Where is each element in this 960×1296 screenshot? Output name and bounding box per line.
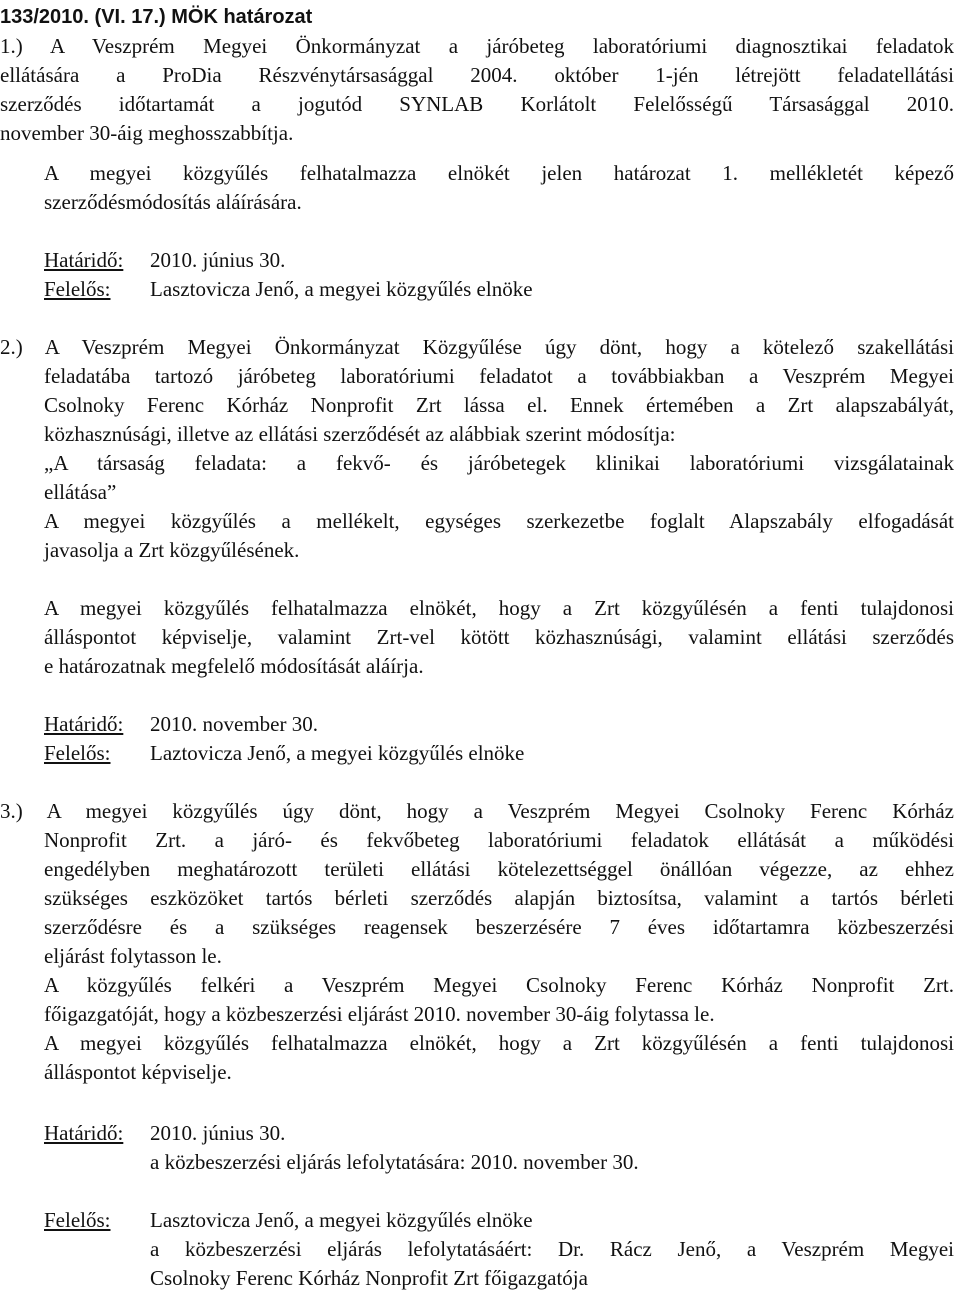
section-3-line: szükséges eszközöket tartós bérleti szerződés alapján biztosítsa, valamint a tartós bérleti	[44, 886, 954, 910]
section-1-line: ellátására a ProDia Részvénytársasággal 2004. október 1-jén létrejött feladatellátási	[0, 63, 954, 87]
section-3-line: álláspontot képviselje.	[44, 1060, 232, 1084]
section-2-line: A megyei közgyűlés a mellékelt, egységes szerkezetbe foglalt Alapszabály elfogadását	[44, 509, 954, 533]
responsible-label: Felelős:	[44, 741, 111, 765]
section-3-line: eljárást folytasson le.	[44, 944, 222, 968]
section-3-responsible-detail: Csolnoky Ferenc Kórház Nonprofit Zrt főigazgatója	[150, 1266, 588, 1290]
section-3-line: főigazgatóját, hogy a közbeszerzési eljárást 2010. november 30-áig folytassa le.	[44, 1002, 715, 1026]
section-3-deadline	[44, 1120, 954, 1146]
section-3-responsible-detail: a közbeszerzési eljárás lefolytatásáért: Dr. Rácz Jenő, a Veszprém Megyei	[150, 1237, 954, 1261]
section-2-line: feladatába tartozó járóbeteg laboratóriumi feladatot a továbbiakban a Veszprém Megyei	[44, 364, 954, 388]
section-3-line: Nonprofit Zrt. a járó- és fekvőbeteg laboratóriumi feladatok ellátását a működési	[44, 828, 954, 852]
section-2-deadline	[44, 711, 954, 737]
section-1-responsible	[44, 276, 954, 302]
section-3-responsible	[44, 1207, 954, 1233]
resolution-title: 133/2010. (VI. 17.) MÖK határozat	[0, 6, 313, 28]
section-1-line: szerződésmódosítás aláírására.	[44, 190, 302, 214]
responsible-label: Felelős:	[44, 277, 111, 301]
deadline-label: Határidő:	[44, 712, 124, 736]
deadline-value: 2010. június 30.	[150, 248, 286, 272]
section-2-line: javasolja a Zrt közgyűlésének.	[44, 538, 300, 562]
deadline-value: 2010. június 30.	[150, 1121, 286, 1145]
section-2-responsible	[44, 740, 954, 766]
responsible-value: Lasztovicza Jenő, a megyei közgyűlés elnöke	[150, 1208, 533, 1232]
section-2-line: álláspontot képviselje, valamint Zrt-vel kötött közhasznúsági, valamint ellátási szerződés	[44, 625, 954, 649]
section-2-line: közhasznúsági, illetve az ellátási szerződését az alábbiak szerint módosítja:	[44, 422, 676, 446]
responsible-value: Lasztovicza Jenő, a megyei közgyűlés elnöke	[150, 277, 533, 301]
section-1-deadline	[44, 247, 954, 273]
section-2-line: 2.) A Veszprém Megyei Önkormányzat Közgyűlése úgy dönt, hogy a kötelező szakellátási	[0, 335, 954, 359]
section-2-line: e határozatnak megfelelő módosítását aláírja.	[44, 654, 424, 678]
deadline-label: Határidő:	[44, 248, 124, 272]
section-2-quote-line: ellátása”	[44, 480, 117, 504]
deadline-value: 2010. november 30.	[150, 712, 318, 736]
section-1-line: november 30-áig meghosszabbítja.	[0, 121, 294, 145]
section-2-line: A megyei közgyűlés felhatalmazza elnökét, hogy a Zrt közgyűlésén a fenti tulajdonosi	[44, 596, 954, 620]
section-3-deadline-detail: a közbeszerzési eljárás lefolytatására: 2010. november 30.	[150, 1150, 639, 1174]
section-3-line: A közgyűlés felkéri a Veszprém Megyei Csolnoky Ferenc Kórház Nonprofit Zrt.	[44, 973, 954, 997]
section-1-line: 1.) A Veszprém Megyei Önkormányzat a járóbeteg laboratóriumi diagnosztikai feladatok	[0, 34, 954, 58]
responsible-value: Laztovicza Jenő, a megyei közgyűlés elnöke	[150, 741, 525, 765]
deadline-label: Határidő:	[44, 1121, 124, 1145]
section-2-line: Csolnoky Ferenc Kórház Nonprofit Zrt lássa el. Ennek értemében a Zrt alapszabályát,	[44, 393, 954, 417]
section-3-line: 3.) A megyei közgyűlés úgy dönt, hogy a Veszprém Megyei Csolnoky Ferenc Kórház	[0, 799, 954, 823]
section-3-line: szerződésre és a szükséges reagensek beszerzésére 7 éves időtartamra közbeszerzési	[44, 915, 954, 939]
responsible-label: Felelős:	[44, 1208, 111, 1232]
section-3-line: A megyei közgyűlés felhatalmazza elnökét, hogy a Zrt közgyűlésén a fenti tulajdonosi	[44, 1031, 954, 1055]
section-3-line: engedélyben meghatározott területi ellátási kötelezettséggel önállóan végezze, az ehhez	[44, 857, 954, 881]
section-1-line: szerződés időtartamát a jogutód SYNLAB Korlátolt Felelősségű Társasággal 2010.	[0, 92, 954, 116]
section-2-quote-line: „A társaság feladata: a fekvő- és járóbetegek klinikai laboratóriumi vizsgálatainak	[44, 451, 954, 475]
section-1-line: A megyei közgyűlés felhatalmazza elnökét jelen határozat 1. mellékletét képező	[44, 161, 954, 185]
